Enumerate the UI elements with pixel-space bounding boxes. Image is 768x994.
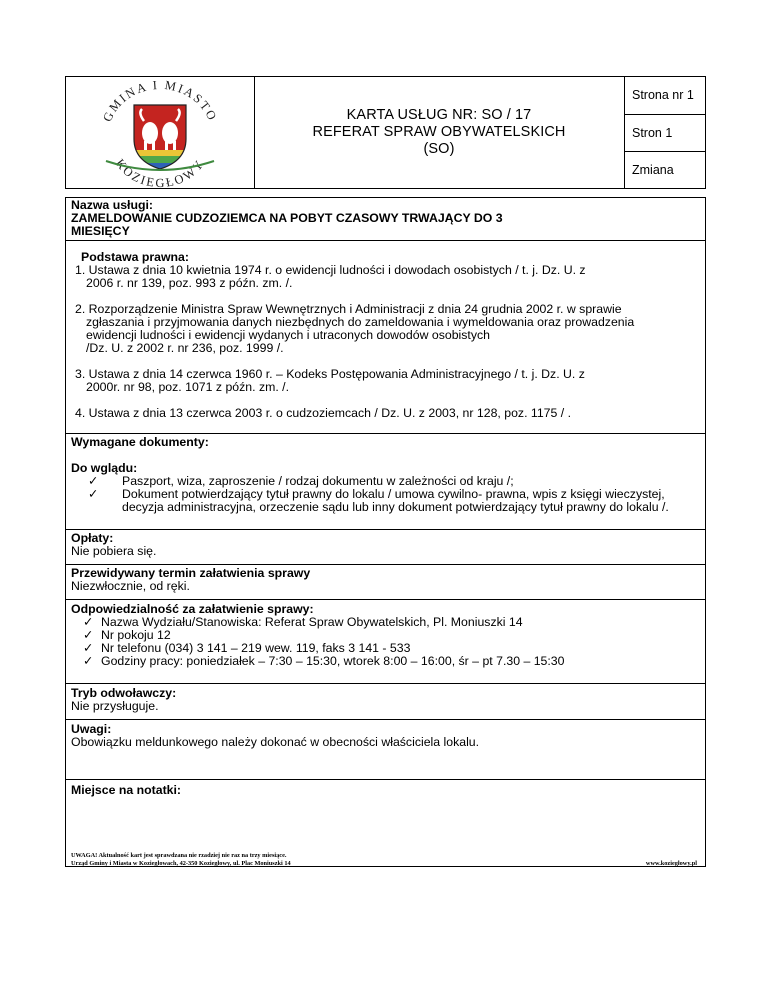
shield-icon	[132, 103, 188, 173]
document-item-passport: ✓ Paszport, wiza, zaproszenie / rodzaj dokumentu w zależności od kraju /;	[88, 474, 514, 488]
notes-value: Obowiązku meldunkowego należy dokonać w obecności właściciela lokalu.	[71, 735, 480, 749]
checkmark-icon: ✓	[83, 628, 94, 642]
notes-section	[66, 719, 705, 779]
required-documents-section	[66, 433, 705, 529]
legal-item-4: 4. Ustawa z dnia 13 czerwca 2003 r. o cudzoziemcach / Dz. U. z 2003, nr 128, poz. 1175 / .	[75, 406, 572, 420]
responsibility-label: Odpowiedzialność za załatwienie sprawy:	[71, 602, 314, 616]
term-value: Niezwłocznie, od ręki.	[71, 579, 190, 593]
responsibility-item: ✓ Nr telefonu (034) 3 141 – 219 wew. 119, faks 3 141 - 533	[83, 641, 411, 655]
department-name: REFERAT SPRAW OBYWATELSKICH	[312, 124, 566, 140]
fees-value: Nie pobiera się.	[71, 544, 157, 558]
fees-label: Opłaty:	[71, 531, 114, 545]
responsibility-section	[66, 599, 705, 683]
service-name-section	[66, 198, 705, 240]
service-name-line2: MIESIĘCY	[71, 224, 130, 238]
checkmark-icon: ✓	[83, 641, 94, 655]
document-item-property-title: ✓ Dokument potwierdzający tytuł prawny do lokalu / umowa cywilno- prawna, wpis z księgi wieczystej, decyzja administracyjna, orzeczenie sądu lub inny dokument potwierdzający tytuł prawny do lokalu /.	[88, 487, 669, 514]
legal-basis-section	[66, 240, 705, 433]
appeal-value: Nie przysługuje.	[71, 699, 159, 713]
card-number: KARTA USŁUG NR: SO / 17	[346, 107, 532, 123]
logo-cell	[66, 77, 255, 188]
checkmark-icon: ✓	[88, 487, 99, 501]
footer-notice	[71, 852, 291, 868]
page-meta	[624, 77, 705, 188]
checkmark-icon: ✓	[83, 615, 94, 629]
municipality-emblem	[66, 77, 254, 188]
service-name-label: Nazwa usługi:	[71, 198, 153, 212]
legal-item-2: 2. Rozporządzenie Ministra Spraw Wewnętrznych i Administracji z dnia 24 grudnia 2002 r. w sprawie zgłaszania i przyjmowania danych niezbędnych do zameldowania i wymeldowania oraz prowadzenia ewidencji ludności i ewidencji wydanych i utraconych dowodów osobistych /Dz. U. z 2002 r. nr 236, poz. 1999 /.	[75, 302, 635, 355]
footer-website: www.koziegłowy.pl	[645, 860, 697, 867]
header-table	[65, 76, 706, 189]
emblem-text-top: GMINA I MIASTO	[100, 77, 220, 124]
legal-basis-label: Podstawa prawna:	[81, 250, 189, 264]
responsibility-item: ✓ Godziny pracy: poniedziałek – 7:30 – 15:30, wtorek 8:00 – 16:00, śr – pt 7.30 – 15:30	[83, 654, 565, 668]
card-title	[254, 77, 625, 188]
notepad-label: Miejsce na notatki:	[71, 783, 182, 797]
fees-section	[66, 529, 705, 564]
term-section	[66, 564, 705, 599]
emblem-text-bottom: KOZIEGŁOWY	[112, 156, 208, 188]
footer-line-2: Urząd Gminy i Miasta w Koziegłowach, 42-350 Koziegłowy, ul. Plac Moniuszki 14	[71, 860, 291, 867]
service-name-line1: ZAMELDOWANIE CUDZOZIEMCA NA POBYT CZASOWY TRWAJĄCY DO 3	[71, 211, 503, 225]
responsibility-item: ✓ Nr pokoju 12	[83, 628, 171, 642]
notes-label: Uwagi:	[71, 722, 112, 736]
checkmark-icon: ✓	[83, 654, 94, 668]
change-field: Zmiana	[624, 151, 705, 188]
page-number: Strona nr 1	[632, 88, 694, 102]
department-code: (SO)	[423, 141, 455, 157]
page-count: Stron 1	[624, 114, 705, 151]
required-documents-label: Wymagane dokumenty:	[71, 435, 209, 449]
checkmark-icon: ✓	[88, 474, 99, 488]
service-card-table	[65, 197, 706, 867]
footer-line-1: UWAGA! Aktualność kart jest sprawdzana nie rzadziej nie raz na trzy miesiące.	[71, 852, 287, 859]
appeal-label: Tryb odwoławczy:	[71, 686, 177, 700]
responsibility-item: ✓ Nazwa Wydziału/Stanowiska: Referat Spraw Obywatelskich, Pl. Moniuszki 14	[83, 615, 523, 629]
inspection-label: Do wglądu:	[71, 461, 138, 475]
legal-item-3: 3. Ustawa z dnia 14 czerwca 1960 r. – Kodeks Postępowania Administracyjnego / t. j. Dz. U. z 2000r. nr 98, poz. 1071 z późn. zm. /.	[75, 367, 585, 394]
appeal-section	[66, 683, 705, 719]
term-label: Przewidywany termin załatwienia sprawy	[71, 566, 311, 580]
legal-item-1: 1. Ustawa z dnia 10 kwietnia 1974 r. o ewidencji ludności i dowodach osobistych / t. j. Dz. U. z 2006 r. nr 139, poz. 993 z późn. zm. /.	[75, 263, 586, 290]
